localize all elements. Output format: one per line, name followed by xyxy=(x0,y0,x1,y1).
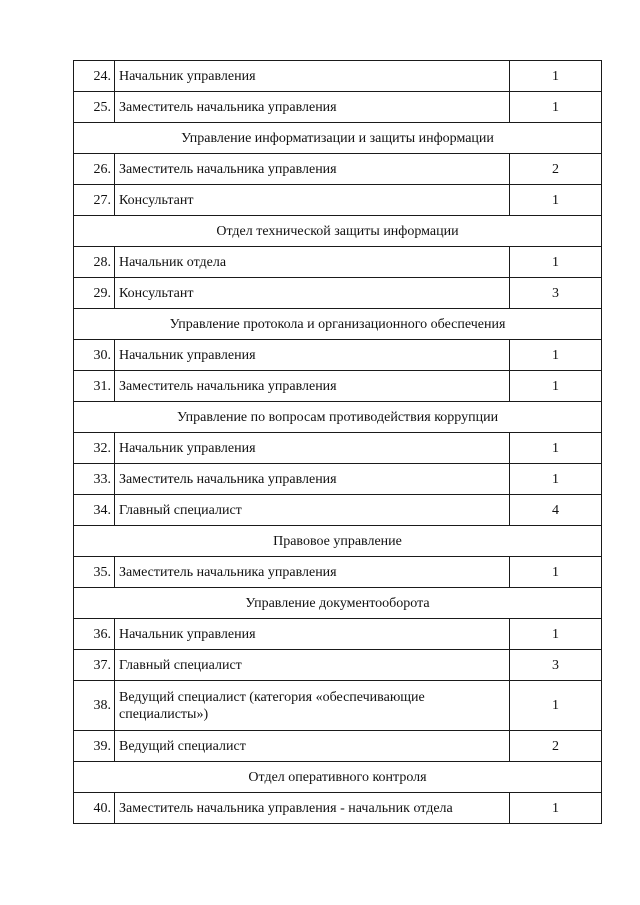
position-name: Ведущий специалист xyxy=(115,731,510,762)
table-row xyxy=(74,557,602,588)
row-number: 31. xyxy=(74,371,115,402)
position-count: 2 xyxy=(510,154,602,185)
position-name: Главный специалист xyxy=(115,650,510,681)
table-row xyxy=(74,340,602,371)
row-number: 40. xyxy=(74,793,115,824)
position-name: Заместитель начальника управления xyxy=(115,464,510,495)
position-name: Начальник управления xyxy=(115,340,510,371)
row-number: 34. xyxy=(74,495,115,526)
position-name: Главный специалист xyxy=(115,495,510,526)
table-row xyxy=(74,278,602,309)
table-row xyxy=(74,433,602,464)
row-number: 26. xyxy=(74,154,115,185)
row-number: 32. xyxy=(74,433,115,464)
position-name: Ведущий специалист (категория «обеспечивающие специалисты») xyxy=(115,681,510,731)
position-count: 1 xyxy=(510,61,602,92)
table-row xyxy=(74,464,602,495)
position-name: Заместитель начальника управления xyxy=(115,371,510,402)
staffing-table xyxy=(73,60,602,824)
position-count: 1 xyxy=(510,433,602,464)
section-header-row xyxy=(74,526,602,557)
position-count: 1 xyxy=(510,557,602,588)
table-row xyxy=(74,61,602,92)
position-count: 3 xyxy=(510,278,602,309)
table-row xyxy=(74,154,602,185)
position-count: 1 xyxy=(510,92,602,123)
position-count: 1 xyxy=(510,681,602,731)
row-number: 35. xyxy=(74,557,115,588)
table-row xyxy=(74,92,602,123)
section-title: Управление информатизации и защиты информации xyxy=(74,123,602,154)
staffing-table-body xyxy=(74,61,602,824)
position-name: Начальник отдела xyxy=(115,247,510,278)
position-count: 1 xyxy=(510,619,602,650)
position-name: Заместитель начальника управления xyxy=(115,154,510,185)
position-name: Заместитель начальника управления xyxy=(115,92,510,123)
row-number: 29. xyxy=(74,278,115,309)
section-header-row xyxy=(74,216,602,247)
table-row xyxy=(74,731,602,762)
section-title: Управление документооборота xyxy=(74,588,602,619)
table-row xyxy=(74,650,602,681)
position-count: 1 xyxy=(510,185,602,216)
position-name: Заместитель начальника управления - начальник отдела xyxy=(115,793,510,824)
row-number: 30. xyxy=(74,340,115,371)
position-count: 1 xyxy=(510,793,602,824)
position-name: Заместитель начальника управления xyxy=(115,557,510,588)
section-title: Управление по вопросам противодействия коррупции xyxy=(74,402,602,433)
section-title: Отдел оперативного контроля xyxy=(74,762,602,793)
row-number: 37. xyxy=(74,650,115,681)
section-header-row xyxy=(74,588,602,619)
position-name: Консультант xyxy=(115,278,510,309)
row-number: 38. xyxy=(74,681,115,731)
position-count: 1 xyxy=(510,340,602,371)
table-row xyxy=(74,681,602,731)
position-name: Консультант xyxy=(115,185,510,216)
section-header-row xyxy=(74,123,602,154)
row-number: 28. xyxy=(74,247,115,278)
table-row xyxy=(74,247,602,278)
position-name: Начальник управления xyxy=(115,61,510,92)
section-title: Управление протокола и организационного обеспечения xyxy=(74,309,602,340)
position-count: 2 xyxy=(510,731,602,762)
row-number: 39. xyxy=(74,731,115,762)
position-count: 4 xyxy=(510,495,602,526)
table-row xyxy=(74,619,602,650)
row-number: 36. xyxy=(74,619,115,650)
position-name: Начальник управления xyxy=(115,619,510,650)
row-number: 27. xyxy=(74,185,115,216)
row-number: 24. xyxy=(74,61,115,92)
section-header-row xyxy=(74,762,602,793)
position-count: 1 xyxy=(510,371,602,402)
position-count: 1 xyxy=(510,464,602,495)
section-title: Правовое управление xyxy=(74,526,602,557)
position-name: Начальник управления xyxy=(115,433,510,464)
section-title: Отдел технической защиты информации xyxy=(74,216,602,247)
row-number: 25. xyxy=(74,92,115,123)
section-header-row xyxy=(74,309,602,340)
row-number: 33. xyxy=(74,464,115,495)
position-count: 1 xyxy=(510,247,602,278)
section-header-row xyxy=(74,402,602,433)
position-count: 3 xyxy=(510,650,602,681)
table-row xyxy=(74,371,602,402)
table-row xyxy=(74,495,602,526)
table-row xyxy=(74,185,602,216)
table-row xyxy=(74,793,602,824)
